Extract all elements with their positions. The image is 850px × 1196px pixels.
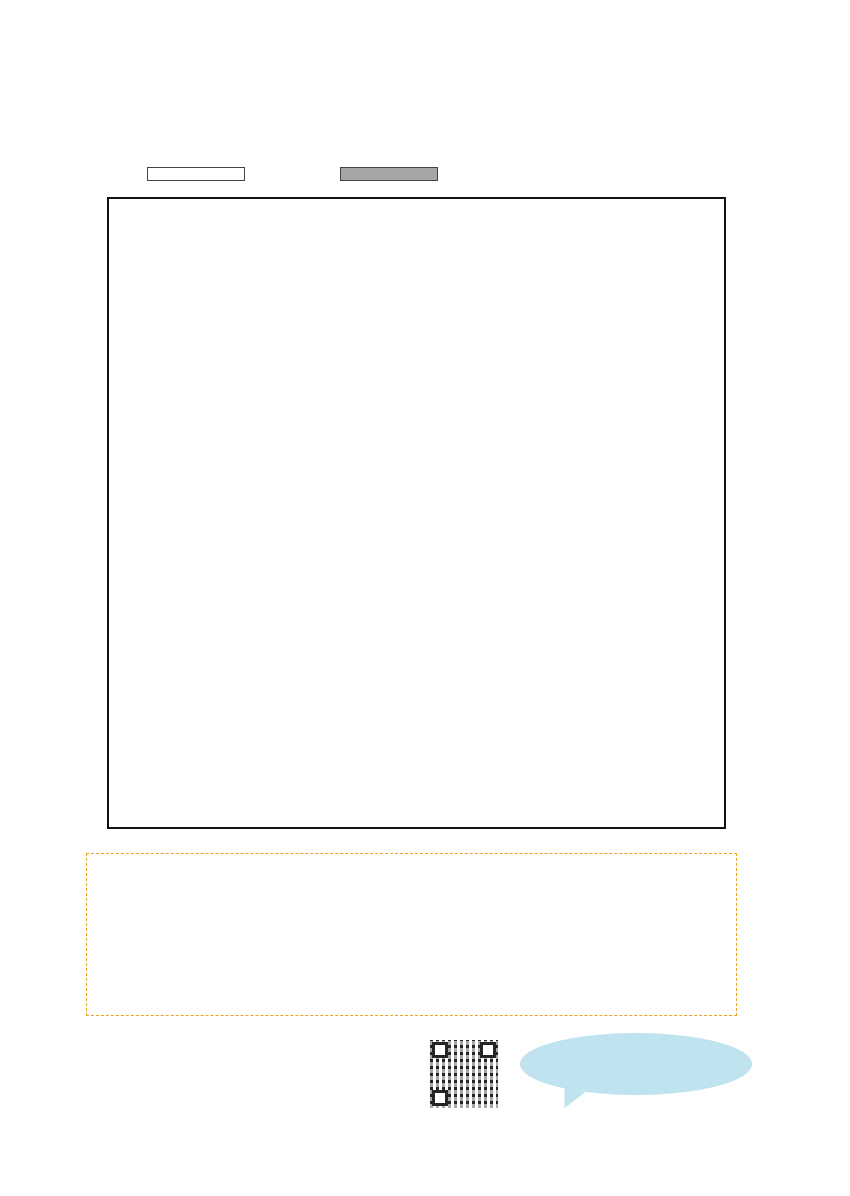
winter-makeup-notice-box [86, 853, 737, 1016]
legend-test-swatch [147, 167, 245, 181]
lesson-schedule-grid [107, 197, 726, 829]
qr-code[interactable] [430, 1040, 498, 1108]
speech-bubble [520, 1033, 752, 1095]
legend-closed-swatch [340, 167, 438, 181]
